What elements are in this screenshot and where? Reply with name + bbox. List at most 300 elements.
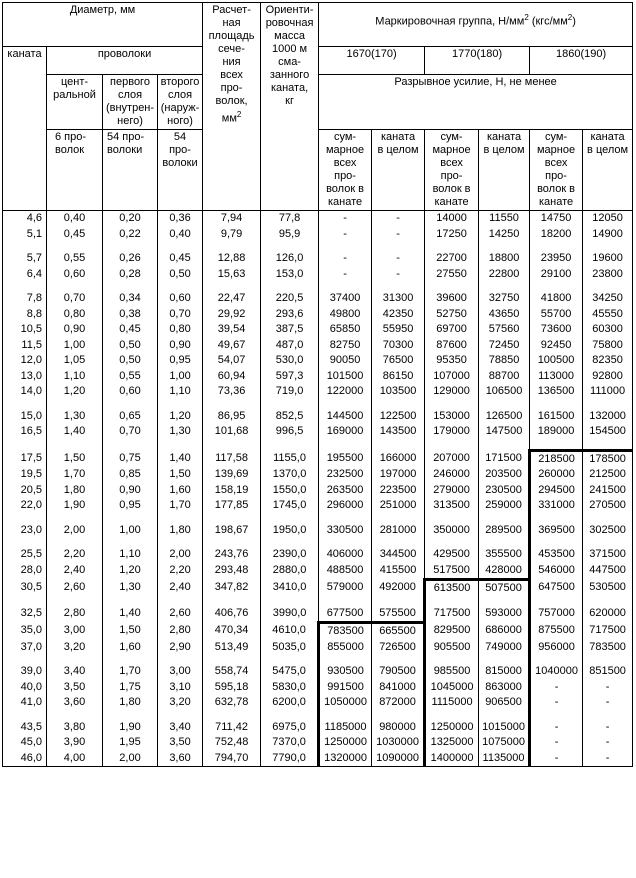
table-row	[3, 424, 633, 440]
table-cell	[103, 400, 158, 409]
table-cell: 905500	[425, 640, 479, 656]
table-cell: 428000	[479, 563, 530, 580]
table-cell: 42350	[372, 307, 425, 323]
table-cell	[261, 514, 319, 523]
table-cell	[479, 711, 530, 720]
table-cell: 863000	[479, 680, 530, 696]
table-row-gap	[3, 282, 633, 291]
table-cell	[319, 282, 372, 291]
table-cell: 906500	[479, 695, 530, 711]
table-cell: 270500	[583, 498, 633, 514]
table-cell: 620000	[583, 606, 633, 623]
table-cell: 783500	[583, 640, 633, 656]
table-cell: 14900	[583, 227, 633, 243]
table-cell: 92800	[583, 369, 633, 385]
table-cell: 0,45	[47, 227, 103, 243]
table-cell	[103, 514, 158, 523]
table-cell	[3, 597, 47, 606]
header-breaking-force: Разрывное усилие, Н, не менее	[319, 75, 633, 130]
table-cell: 1370,0	[261, 467, 319, 483]
table-cell: 0,20	[103, 211, 158, 227]
table-cell: 281000	[372, 523, 425, 539]
table-cell: 171500	[479, 450, 530, 467]
table-cell	[372, 242, 425, 251]
table-cell: 5,1	[3, 227, 47, 243]
table-cell: 293,48	[203, 563, 261, 580]
table-cell: 1,70	[47, 467, 103, 483]
table-row-gap	[3, 514, 633, 523]
table-cell: 0,85	[103, 467, 158, 483]
table-cell	[319, 711, 372, 720]
table-cell: 12,88	[203, 251, 261, 267]
table-cell: 1,50	[47, 450, 103, 467]
table-row-gap	[3, 655, 633, 664]
table-cell: 677500	[319, 606, 372, 623]
table-row	[3, 640, 633, 656]
table-cell: 5475,0	[261, 664, 319, 680]
table-cell: 2,80	[158, 623, 203, 640]
table-cell: 0,70	[47, 291, 103, 307]
table-cell: 13,0	[3, 369, 47, 385]
table-cell: -	[372, 211, 425, 227]
table-cell: 161500	[530, 409, 583, 425]
table-row	[3, 498, 633, 514]
table-cell: 19600	[583, 251, 633, 267]
table-cell: 0,90	[158, 338, 203, 354]
table-cell: 783500	[319, 623, 372, 640]
table-cell: 14000	[425, 211, 479, 227]
table-cell: 78850	[479, 353, 530, 369]
table-cell: 632,78	[203, 695, 261, 711]
table-cell: 54,07	[203, 353, 261, 369]
table-cell: 43650	[479, 307, 530, 323]
table-cell	[158, 538, 203, 547]
table-cell: 429500	[425, 547, 479, 563]
table-row-gap	[3, 538, 633, 547]
table-cell: 1,70	[103, 664, 158, 680]
table-cell: 1,40	[103, 606, 158, 623]
table-cell: 296000	[319, 498, 372, 514]
table-cell: 111000	[583, 384, 633, 400]
table-cell: 30,5	[3, 580, 47, 597]
table-cell: 41800	[530, 291, 583, 307]
table-cell: 195500	[319, 450, 372, 467]
table-cell: 220,5	[261, 291, 319, 307]
table-cell: 179000	[425, 424, 479, 440]
table-cell: 330500	[319, 523, 372, 539]
table-cell	[158, 597, 203, 606]
table-cell	[425, 242, 479, 251]
table-cell	[530, 597, 583, 606]
table-cell: 294500	[530, 483, 583, 499]
table-row	[3, 664, 633, 680]
table-cell: 3,50	[158, 735, 203, 751]
table-row	[3, 467, 633, 483]
table-cell	[530, 514, 583, 523]
table-cell	[47, 400, 103, 409]
header-total-1: каната в целом	[372, 130, 425, 211]
table-row	[3, 307, 633, 323]
table-cell: 1,00	[158, 369, 203, 385]
table-cell: 147500	[479, 424, 530, 440]
table-cell: 232500	[319, 467, 372, 483]
table-cell: 1250000	[319, 735, 372, 751]
table-cell: 1090000	[372, 751, 425, 767]
table-row	[3, 563, 633, 580]
table-cell: 177,85	[203, 498, 261, 514]
table-cell: 260000	[530, 467, 583, 483]
table-cell: 32750	[479, 291, 530, 307]
table-cell: 3,80	[47, 720, 103, 736]
table-cell: 1745,0	[261, 498, 319, 514]
table-cell: 575500	[372, 606, 425, 623]
table-cell: 2,00	[158, 547, 203, 563]
table-cell	[372, 597, 425, 606]
table-row	[3, 227, 633, 243]
table-cell	[425, 400, 479, 409]
table-cell: 790500	[372, 664, 425, 680]
table-cell: 1,80	[103, 695, 158, 711]
table-cell	[425, 514, 479, 523]
table-cell: 1075000	[479, 735, 530, 751]
table-cell: 0,28	[103, 267, 158, 283]
table-cell: 1550,0	[261, 483, 319, 499]
table-cell	[203, 538, 261, 547]
table-cell: 126500	[479, 409, 530, 425]
table-cell: 55700	[530, 307, 583, 323]
table-cell: -	[319, 211, 372, 227]
table-cell: 60,94	[203, 369, 261, 385]
table-row-gap	[3, 400, 633, 409]
table-cell	[372, 400, 425, 409]
table-cell: 95,9	[261, 227, 319, 243]
table-row	[3, 580, 633, 597]
table-cell: 530,0	[261, 353, 319, 369]
table-cell: 355500	[479, 547, 530, 563]
table-cell: 197000	[372, 467, 425, 483]
table-cell: 2880,0	[261, 563, 319, 580]
table-cell: 144500	[319, 409, 372, 425]
table-cell	[319, 538, 372, 547]
table-cell: 5,7	[3, 251, 47, 267]
table-cell	[583, 282, 633, 291]
table-cell: 3,10	[158, 680, 203, 696]
table-cell	[261, 440, 319, 451]
table-cell: 757000	[530, 606, 583, 623]
table-cell: 22800	[479, 267, 530, 283]
table-cell: 488500	[319, 563, 372, 580]
table-cell: 0,38	[103, 307, 158, 323]
table-cell: 17,5	[3, 450, 47, 467]
table-cell: 136500	[530, 384, 583, 400]
table-cell: 2,90	[158, 640, 203, 656]
table-row	[3, 384, 633, 400]
table-cell: 1,60	[158, 483, 203, 499]
table-cell: 1,40	[158, 450, 203, 467]
table-cell: 3,40	[158, 720, 203, 736]
table-cell: 1,20	[47, 384, 103, 400]
table-cell: 12050	[583, 211, 633, 227]
table-cell: 87600	[425, 338, 479, 354]
table-cell: -	[372, 267, 425, 283]
table-cell: -	[583, 735, 633, 751]
header-sum-1: сум- марное всех про- волок в канате	[319, 130, 372, 211]
table-cell: 3,20	[158, 695, 203, 711]
table-cell: 45,0	[3, 735, 47, 751]
table-cell: 22,0	[3, 498, 47, 514]
table-cell: 1320000	[319, 751, 372, 767]
table-cell: 0,95	[103, 498, 158, 514]
table-cell: 0,50	[103, 338, 158, 354]
table-body	[3, 211, 633, 767]
table-cell: 0,70	[158, 307, 203, 323]
table-cell: 855000	[319, 640, 372, 656]
table-row	[3, 735, 633, 751]
table-cell	[530, 538, 583, 547]
table-cell: 17250	[425, 227, 479, 243]
table-cell: 0,60	[47, 267, 103, 283]
table-cell: 0,65	[103, 409, 158, 425]
table-cell: 117,58	[203, 450, 261, 467]
table-cell: 1400000	[425, 751, 479, 767]
table-cell: 1,75	[103, 680, 158, 696]
table-cell	[103, 655, 158, 664]
header-mass: Ориенти- ровочная масса 1000 м сма- занного каната, кг	[261, 3, 319, 211]
table-cell: 313500	[425, 498, 479, 514]
header-group-1860: 1860(190)	[530, 47, 633, 75]
table-cell: 37400	[319, 291, 372, 307]
table-cell	[47, 597, 103, 606]
table-cell: 27550	[425, 267, 479, 283]
table-cell: 11,5	[3, 338, 47, 354]
table-cell	[203, 400, 261, 409]
table-cell	[103, 440, 158, 451]
table-cell	[158, 242, 203, 251]
table-cell: 1,90	[47, 498, 103, 514]
table-row	[3, 606, 633, 623]
table-cell: 103500	[372, 384, 425, 400]
table-cell: 41,0	[3, 695, 47, 711]
table-cell: 415500	[372, 563, 425, 580]
header-area-sup: 2	[236, 110, 242, 119]
table-cell	[425, 711, 479, 720]
table-cell: 2,20	[158, 563, 203, 580]
table-cell: 3410,0	[261, 580, 319, 597]
table-cell: 57560	[479, 322, 530, 338]
table-cell: 169000	[319, 424, 372, 440]
header-total-3: каната в целом	[583, 130, 633, 211]
table-cell	[319, 440, 372, 451]
table-cell: 1,50	[103, 623, 158, 640]
table-cell: 0,45	[103, 322, 158, 338]
table-row	[3, 695, 633, 711]
table-cell: 1015000	[479, 720, 530, 736]
table-cell: 841000	[372, 680, 425, 696]
table-cell: 198,67	[203, 523, 261, 539]
table-cell	[319, 597, 372, 606]
table-cell	[530, 282, 583, 291]
table-cell: 23,0	[3, 523, 47, 539]
table-cell: 166000	[372, 450, 425, 467]
table-cell: 996,5	[261, 424, 319, 440]
header-group-1770: 1770(180)	[425, 47, 530, 75]
table-cell	[103, 538, 158, 547]
table-cell: 302500	[583, 523, 633, 539]
table-cell: 875500	[530, 623, 583, 640]
table-cell: 2390,0	[261, 547, 319, 563]
table-cell: 251000	[372, 498, 425, 514]
table-cell	[203, 440, 261, 451]
table-row	[3, 353, 633, 369]
table-cell	[319, 400, 372, 409]
table-cell	[372, 711, 425, 720]
table-cell: 6200,0	[261, 695, 319, 711]
table-cell	[3, 514, 47, 523]
table-cell: 406,76	[203, 606, 261, 623]
table-cell: 126,0	[261, 251, 319, 267]
table-cell: 246000	[425, 467, 479, 483]
table-cell	[425, 597, 479, 606]
table-cell: 447500	[583, 563, 633, 580]
table-cell: 1,10	[158, 384, 203, 400]
table-cell: 2,20	[47, 547, 103, 563]
table-cell: 122000	[319, 384, 372, 400]
header-second-layer: второго слоя (наруж- ного)	[158, 75, 203, 130]
table-cell: -	[583, 751, 633, 767]
table-cell: 7,8	[3, 291, 47, 307]
table-cell: 492000	[372, 580, 425, 597]
table-cell: 546000	[530, 563, 583, 580]
table-cell: 35,0	[3, 623, 47, 640]
table-cell: 930500	[319, 664, 372, 680]
table-cell	[425, 538, 479, 547]
table-cell: 665500	[372, 623, 425, 640]
table-cell	[479, 282, 530, 291]
table-cell: 595,18	[203, 680, 261, 696]
table-cell: 153000	[425, 409, 479, 425]
table-cell: 32,5	[3, 606, 47, 623]
table-cell	[3, 400, 47, 409]
table-cell: 207000	[425, 450, 479, 467]
table-cell: 1,30	[47, 409, 103, 425]
table-cell: -	[530, 720, 583, 736]
table-cell: 0,70	[103, 424, 158, 440]
table-cell: 154500	[583, 424, 633, 440]
table-cell: 16,5	[3, 424, 47, 440]
table-cell: 1950,0	[261, 523, 319, 539]
table-cell: 711,42	[203, 720, 261, 736]
table-cell: 717500	[583, 623, 633, 640]
table-cell: 90050	[319, 353, 372, 369]
table-cell: 2,00	[103, 751, 158, 767]
table-cell	[47, 538, 103, 547]
table-cell	[261, 597, 319, 606]
table-row	[3, 680, 633, 696]
table-cell	[203, 597, 261, 606]
table-cell: 347,82	[203, 580, 261, 597]
table-cell: 86150	[372, 369, 425, 385]
table-cell: 29,92	[203, 307, 261, 323]
table-cell: 487,0	[261, 338, 319, 354]
header-wires: проволоки	[47, 47, 203, 75]
table-cell	[319, 514, 372, 523]
table-cell	[479, 400, 530, 409]
table-cell: 344500	[372, 547, 425, 563]
table-cell: 0,75	[103, 450, 158, 467]
table-cell: 1,10	[47, 369, 103, 385]
table-cell: 507500	[479, 580, 530, 597]
table-cell	[479, 597, 530, 606]
table-cell	[158, 440, 203, 451]
table-cell: 230500	[479, 483, 530, 499]
table-cell: 9,79	[203, 227, 261, 243]
table-cell: 34250	[583, 291, 633, 307]
header-sum-3: сум- марное всех про- волок в канате	[530, 130, 583, 211]
table-cell	[530, 242, 583, 251]
table-cell: 7370,0	[261, 735, 319, 751]
table-cell: 0,26	[103, 251, 158, 267]
table-row	[3, 409, 633, 425]
table-cell: 3,20	[47, 640, 103, 656]
table-cell: 143500	[372, 424, 425, 440]
table-cell: 77,8	[261, 211, 319, 227]
table-cell: 82750	[319, 338, 372, 354]
table-cell: 40,0	[3, 680, 47, 696]
table-cell: 0,36	[158, 211, 203, 227]
table-cell: 1030000	[372, 735, 425, 751]
table-cell	[103, 597, 158, 606]
table-cell: 3,60	[158, 751, 203, 767]
table-cell: 22700	[425, 251, 479, 267]
table-cell	[583, 440, 633, 451]
table-cell: 3,60	[47, 695, 103, 711]
table-cell	[158, 282, 203, 291]
table-cell: 88700	[479, 369, 530, 385]
table-cell: 107000	[425, 369, 479, 385]
table-cell: 1,70	[158, 498, 203, 514]
table-cell	[479, 440, 530, 451]
table-cell: 647500	[530, 580, 583, 597]
table-cell	[47, 282, 103, 291]
table-cell: 2,60	[158, 606, 203, 623]
header-central: цент- ральной	[47, 75, 103, 130]
table-cell: 0,90	[103, 483, 158, 499]
table-cell: 350000	[425, 523, 479, 539]
table-cell	[425, 282, 479, 291]
table-cell: 852,5	[261, 409, 319, 425]
table-cell: 212500	[583, 467, 633, 483]
table-cell: 1,00	[103, 523, 158, 539]
header-count-first: 54 про- волоки	[103, 130, 158, 211]
table-cell: 6,4	[3, 267, 47, 283]
table-cell: 980000	[372, 720, 425, 736]
table-cell: 1,10	[103, 547, 158, 563]
table-cell: 45550	[583, 307, 633, 323]
table-cell: 0,80	[47, 307, 103, 323]
table-cell: 686000	[479, 623, 530, 640]
table-cell: 613500	[425, 580, 479, 597]
table-cell: 1,20	[103, 563, 158, 580]
header-area-text: Расчет- ная площадь сече- ния всех про- волок, мм	[208, 4, 255, 125]
table-cell: 11550	[479, 211, 530, 227]
table-cell: 371500	[583, 547, 633, 563]
header-count-central: 6 про- волок	[47, 130, 103, 211]
table-cell: 7,94	[203, 211, 261, 227]
table-cell: 0,80	[158, 322, 203, 338]
table-cell: 717500	[425, 606, 479, 623]
table-cell: 369500	[530, 523, 583, 539]
table-cell: 1,30	[103, 580, 158, 597]
